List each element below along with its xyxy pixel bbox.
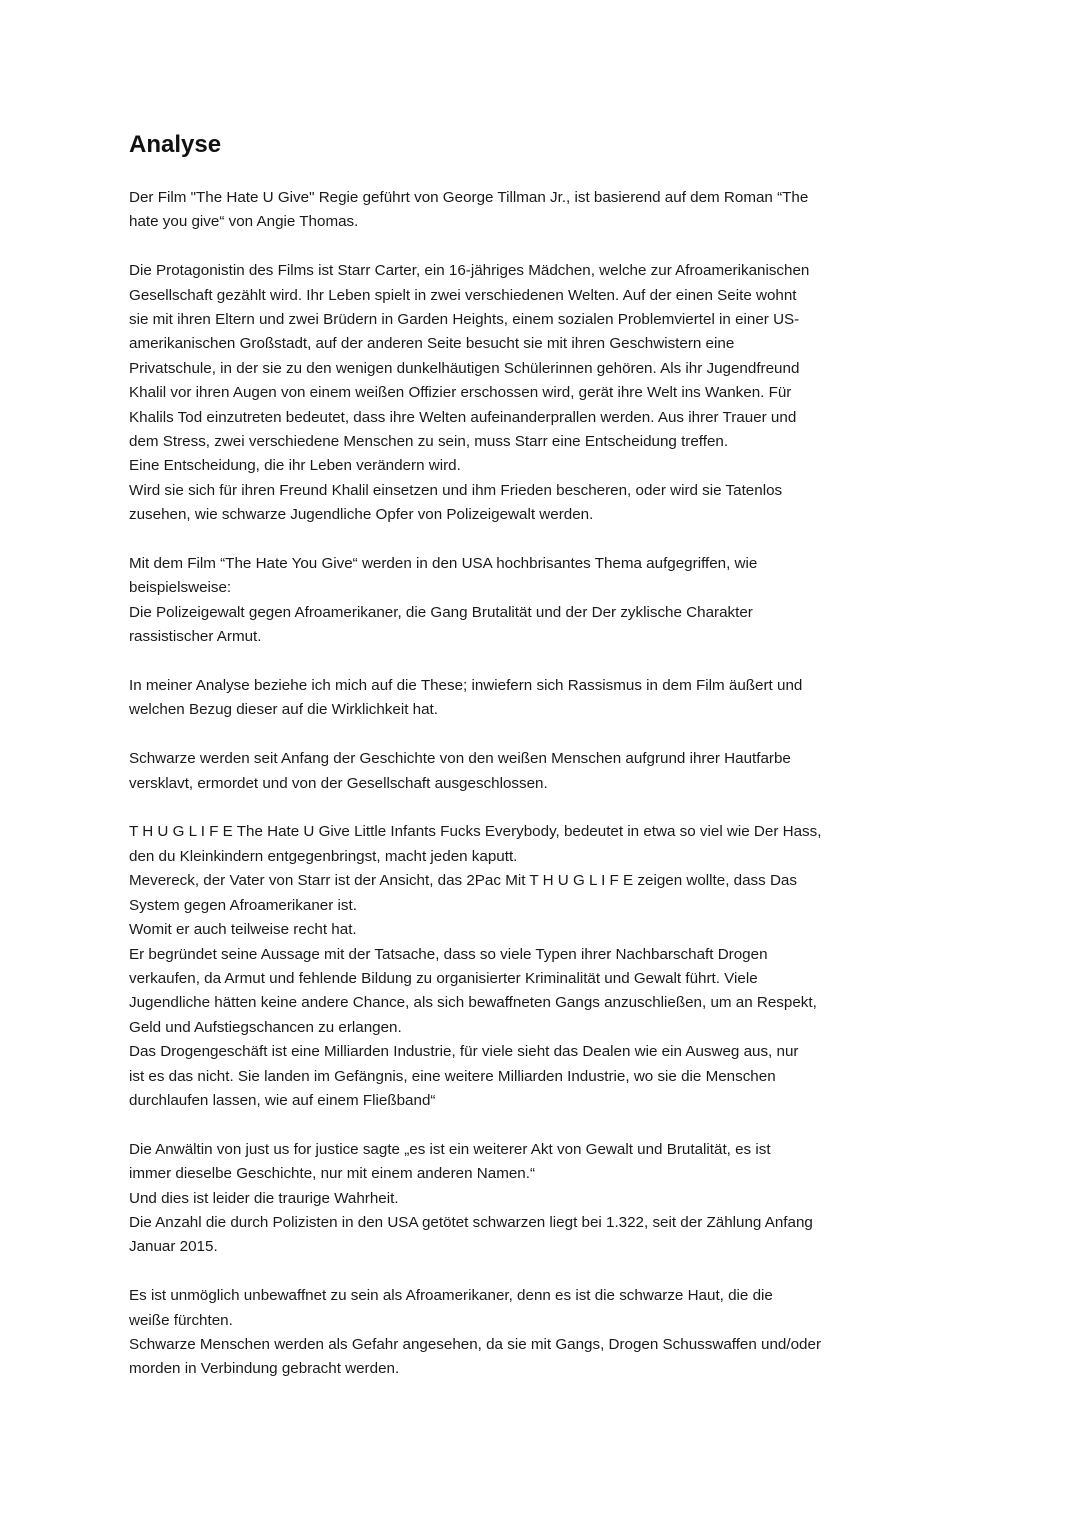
text-line: Januar 2015. <box>129 1238 218 1256</box>
text-line: In meiner Analyse beziehe ich mich auf die These; inwiefern sich Rassismus in dem Film äußert und <box>129 677 803 695</box>
text-line: welchen Bezug dieser auf die Wirklichkeit hat. <box>129 701 438 719</box>
text-line: sie mit ihren Eltern und zwei Brüdern in Garden Heights, einem sozialen Problemviertel in einer US- <box>129 311 800 329</box>
document-page <box>129 128 955 1406</box>
paragraph <box>129 1284 955 1382</box>
text-line: Geld und Aufstiegschancen zu erlangen. <box>129 1018 402 1036</box>
text-line: Die Anwältin von just us for justice sagte „es ist ein weiterer Akt von Gewalt und Brutalität, es ist <box>129 1140 771 1158</box>
text-line: Privatschule, in der sie zu den wenigen dunkelhäutigen Schülerinnen gehören. Als ihr Jugendfreund <box>129 359 800 377</box>
text-line: Mevereck, der Vater von Starr ist der Ansicht, das 2Pac Mit T H U G L I F E zeigen wollte, dass Das <box>129 872 797 890</box>
text-line: T H U G L I F E The Hate U Give Little Infants Fucks Everybody, bedeutet in etwa so viel wie Der Hass, <box>129 823 822 841</box>
text-line: dem Stress, zwei verschiedene Menschen zu sein, muss Starr eine Entscheidung treffen. <box>129 433 729 451</box>
document-body <box>129 186 955 1382</box>
paragraph <box>129 552 955 650</box>
text-line: Womit er auch teilweise recht hat. <box>129 921 357 939</box>
paragraph <box>129 186 955 235</box>
text-line: Wird sie sich für ihren Freund Khalil einsetzen und ihm Frieden bescheren, oder wird sie Tatenlos <box>129 481 783 499</box>
text-line: Die Protagonistin des Films ist Starr Carter, ein 16-jähriges Mädchen, welche zur Afroamerikanischen <box>129 262 810 280</box>
text-line: Schwarze werden seit Anfang der Geschichte von den weißen Menschen aufgrund ihrer Hautfarbe <box>129 750 791 768</box>
text-line: beispielsweise: <box>129 579 232 597</box>
paragraph <box>129 1138 955 1260</box>
text-line: weiße fürchten. <box>129 1311 233 1329</box>
document-title: Analyse <box>129 131 222 158</box>
text-line: Der Film "The Hate U Give" Regie geführt von George Tillman Jr., ist basierend auf dem Roman “The <box>129 189 809 206</box>
text-line: Er begründet seine Aussage mit der Tatsache, dass so viele Typen ihrer Nachbarschaft Drogen <box>129 945 768 963</box>
text-line: Eine Entscheidung, die ihr Leben verändern wird. <box>129 457 461 475</box>
text-line: versklavt, ermordet und von der Gesellschaft ausgeschlossen. <box>129 774 548 792</box>
text-line: Und dies ist leider die traurige Wahrheit. <box>129 1189 399 1207</box>
paragraph <box>129 259 955 527</box>
text-line: immer dieselbe Geschichte, nur mit einem anderen Namen.“ <box>129 1165 536 1183</box>
text-line: Jugendliche hätten keine andere Chance, als sich bewaffneten Gangs anzuschließen, um an Respekt, <box>129 994 817 1012</box>
text-line: Mit dem Film “The Hate You Give“ werden in den USA hochbrisantes Thema aufgegriffen, wie <box>129 555 758 573</box>
text-line: System gegen Afroamerikaner ist. <box>129 896 357 914</box>
text-line: ist es das nicht. Sie landen im Gefängnis, eine weitere Milliarden Industrie, wo sie die Menschen <box>129 1067 776 1085</box>
text-line: rassistischer Armut. <box>129 628 262 646</box>
text-line: verkaufen, da Armut und fehlende Bildung zu organisierter Kriminalität und Gewalt führt. Viele <box>129 969 758 987</box>
text-line: Schwarze Menschen werden als Gefahr angesehen, da sie mit Gangs, Drogen Schusswaffen und/oder <box>129 1335 821 1353</box>
text-line: Khalils Tod einzutreten bedeutet, dass ihre Welten aufeinanderprallen werden. Aus ihrer Trauer und <box>129 408 797 426</box>
text-line: morden in Verbindung gebracht werden. <box>129 1360 400 1378</box>
text-line: hate you give“ von Angie Thomas. <box>129 213 359 231</box>
text-line: Das Drogengeschäft ist eine Milliarden Industrie, für viele sieht das Dealen wie ein Ausweg aus, nur <box>129 1043 799 1061</box>
text-line: zusehen, wie schwarze Jugendliche Opfer von Polizeigewalt werden. <box>129 506 594 524</box>
text-line: Die Polizeigewalt gegen Afroamerikaner, die Gang Brutalität und der Der zyklische Charakter <box>129 603 753 621</box>
text-line: Gesellschaft gezählt wird. Ihr Leben spielt in zwei verschiedenen Welten. Auf der einen Seite wohnt <box>129 286 797 304</box>
text-line: durchlaufen lassen, wie auf einem Fließband“ <box>129 1091 436 1109</box>
text-line: Khalil vor ihren Augen von einem weißen Offizier erschossen wird, gerät ihre Welt ins Wanken. Für <box>129 384 792 402</box>
text-line: den du Kleinkindern entgegenbringst, macht jeden kaputt. <box>129 847 518 865</box>
paragraph <box>129 747 955 796</box>
paragraph <box>129 820 955 1113</box>
paragraph <box>129 674 955 723</box>
text-line: Es ist unmöglich unbewaffnet zu sein als Afroamerikaner, denn es ist die schwarze Haut, die die <box>129 1287 773 1305</box>
text-line: Die Anzahl die durch Polizisten in den USA getötet schwarzen liegt bei 1.322, seit der Zählung Anfang <box>129 1213 813 1231</box>
text-line: amerikanischen Großstadt, auf der anderen Seite besucht sie mit ihren Geschwistern eine <box>129 335 735 353</box>
